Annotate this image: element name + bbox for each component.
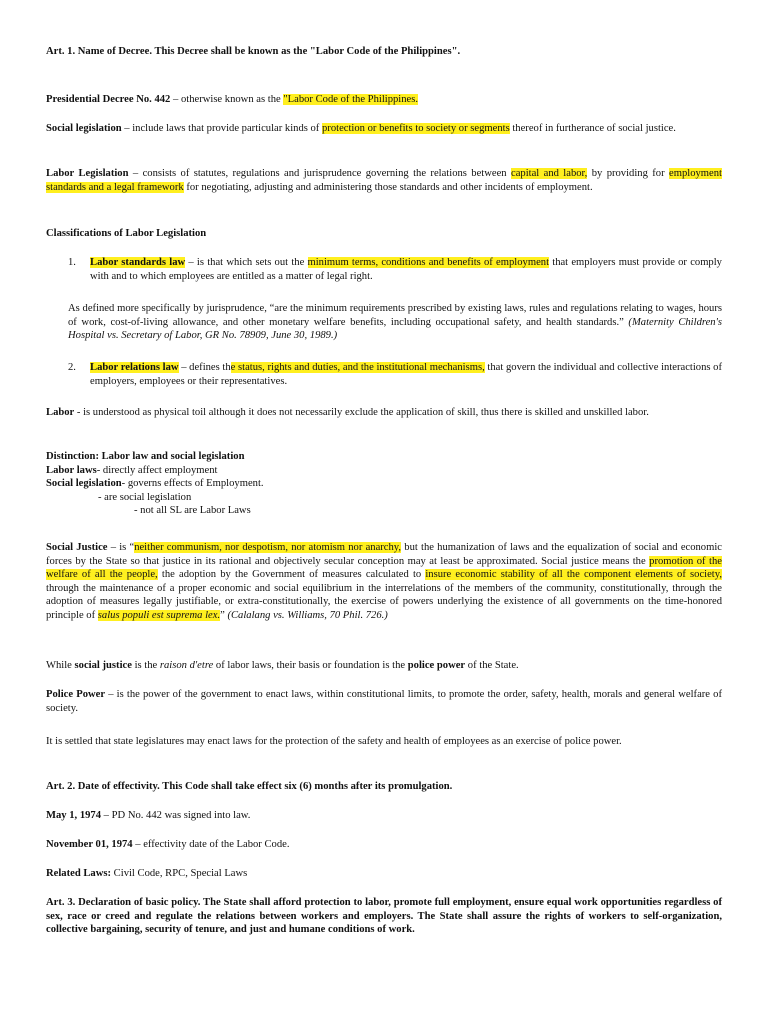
settled-paragraph: It is settled that state legislatures may enact laws for the protection of the safety and health of employees as an exercise of police power. [46,736,622,747]
labor-standards-item: Labor standards law – is that which sets out the minimum terms, conditions and benefits of employment that employers must provide or comply with and to which employees are entitled as a matter of legal right. [90,257,722,282]
highlight: Labor relations law [90,362,179,373]
highlight: Labor standards law [90,257,186,268]
distinction-block [46,450,722,518]
pd-paragraph: Presidential Decree No. 442 – otherwise known as the "Labor Code of the Philippines. [46,94,419,105]
labor-paragraph: Labor - is understood as physical toil although it does not necessarily exclude the application of skill, thus there is skilled and unskilled labor. [46,407,649,418]
distinction-line: - are social legislation [98,491,192,503]
related-laws-line: Related Laws: Civil Code, RPC, Special Laws [46,868,248,879]
highlight: "Labor Code of the Philippines. [283,94,419,105]
art3-paragraph: Art. 3. Declaration of basic policy. The State shall afford protection to labor, promote full employment, ensure equal work opportunities regardless of sex, race or creed and regulate the relations between workers and employers. The State shall assure the rights of workers to self-organization, collective bargaining, security of tenure, and just and humane conditions of work. [46,897,722,936]
distinction-line: - not all SL are Labor Laws [134,505,251,517]
distinction-line: Labor laws- directly affect employment [46,464,218,476]
highlight: insure economic stability of all the component elements of society, [425,569,722,581]
classifications-heading: Classifications of Labor Legislation [46,228,207,239]
distinction-heading: Distinction: Labor law and social legislation [46,451,245,462]
distinction-line: Social legislation- governs effects of Employment. [46,478,264,490]
while-paragraph: While social justice is the raison d'etre of labor laws, their basis or foundation is the police power of the State. [46,660,519,671]
labor-legislation-paragraph: Labor Legislation – consists of statutes, regulations and jurisprudence governing the relations between capital and labor, by providing for employment standards and a legal framework for negotiating, adjusting and administering those standards and other incidents of employment. [46,168,722,193]
highlight: promotion of the welfare of all the people, [46,555,723,581]
art2-heading: Art. 2. Date of effectivity. This Code shall take effect six (6) months after its promulgation. [46,781,453,792]
item1-number: 1. [68,257,76,268]
highlight: salus populi est suprema lex. [97,609,221,621]
may-line: May 1, 1974 – PD No. 442 was signed into law. [46,810,251,821]
highlight: minimum terms, conditions and benefits of employment [307,257,550,268]
defined-paragraph: As defined more specifically by jurisprudence, “are the minimum requirements prescribed by existing laws, rules and regulations relating to wages, hours of work, cost-of-living allowance, and other monetary welfare benefits, including occupational safety, and health standards.” (Maternity Children's Hospital vs. Secretary of Labor, GR No. 78909, June 30, 1989.) [68,303,722,342]
social-justice-paragraph: Social Justice – is “neither communism, nor despotism, nor atomism nor anarchy, but the humanization of laws and the equalization of social and economic forces by the State so that justice in its rational and objectively secular conception may at least be approximated. Social justice means the promotion of the welfare of all the people, the adoption by the Government of measures calculated to insure economic stability of all the component elements of society, through the maintenance of a proper economic and social equilibrium in the interrelations of the members of the community, constitutionally, through the adoption of measures legally justifiable, or extra-constitutionally, the exercise of powers underlying the existence of all governments on the time-honored principle of salus populi est suprema lex.” (Calalang vs. Williams, 70 Phil. 726.) [46,542,723,621]
art1-heading: Art. 1. Name of Decree. This Decree shall be known as the "Labor Code of the Philippines". [46,46,461,57]
highlight: e status, rights and duties, and the institutional mechanisms, [230,362,485,373]
highlight: protection or benefits to society or segments [322,123,510,134]
labor-relations-item: Labor relations law – defines the status, rights and duties, and the institutional mechanisms, that govern the individual and collective interactions of employers, employees or their representatives. [90,362,723,387]
highlight: capital and labor, [511,168,588,179]
highlight: neither communism, nor despotism, nor atomism nor anarchy, [134,542,402,553]
november-line: November 01, 1974 – effectivity date of the Labor Code. [46,839,290,850]
highlight: employment standards and a legal framework [46,168,722,193]
police-power-paragraph: Police Power – is the power of the government to enact laws, within constitutional limits, to promote the order, safety, health, morals and general welfare of society. [46,689,722,714]
item2-number: 2. [68,362,76,373]
social-legislation-paragraph: Social legislation – include laws that provide particular kinds of protection or benefits to society or segments thereof in furtherance of social justice. [46,123,676,134]
